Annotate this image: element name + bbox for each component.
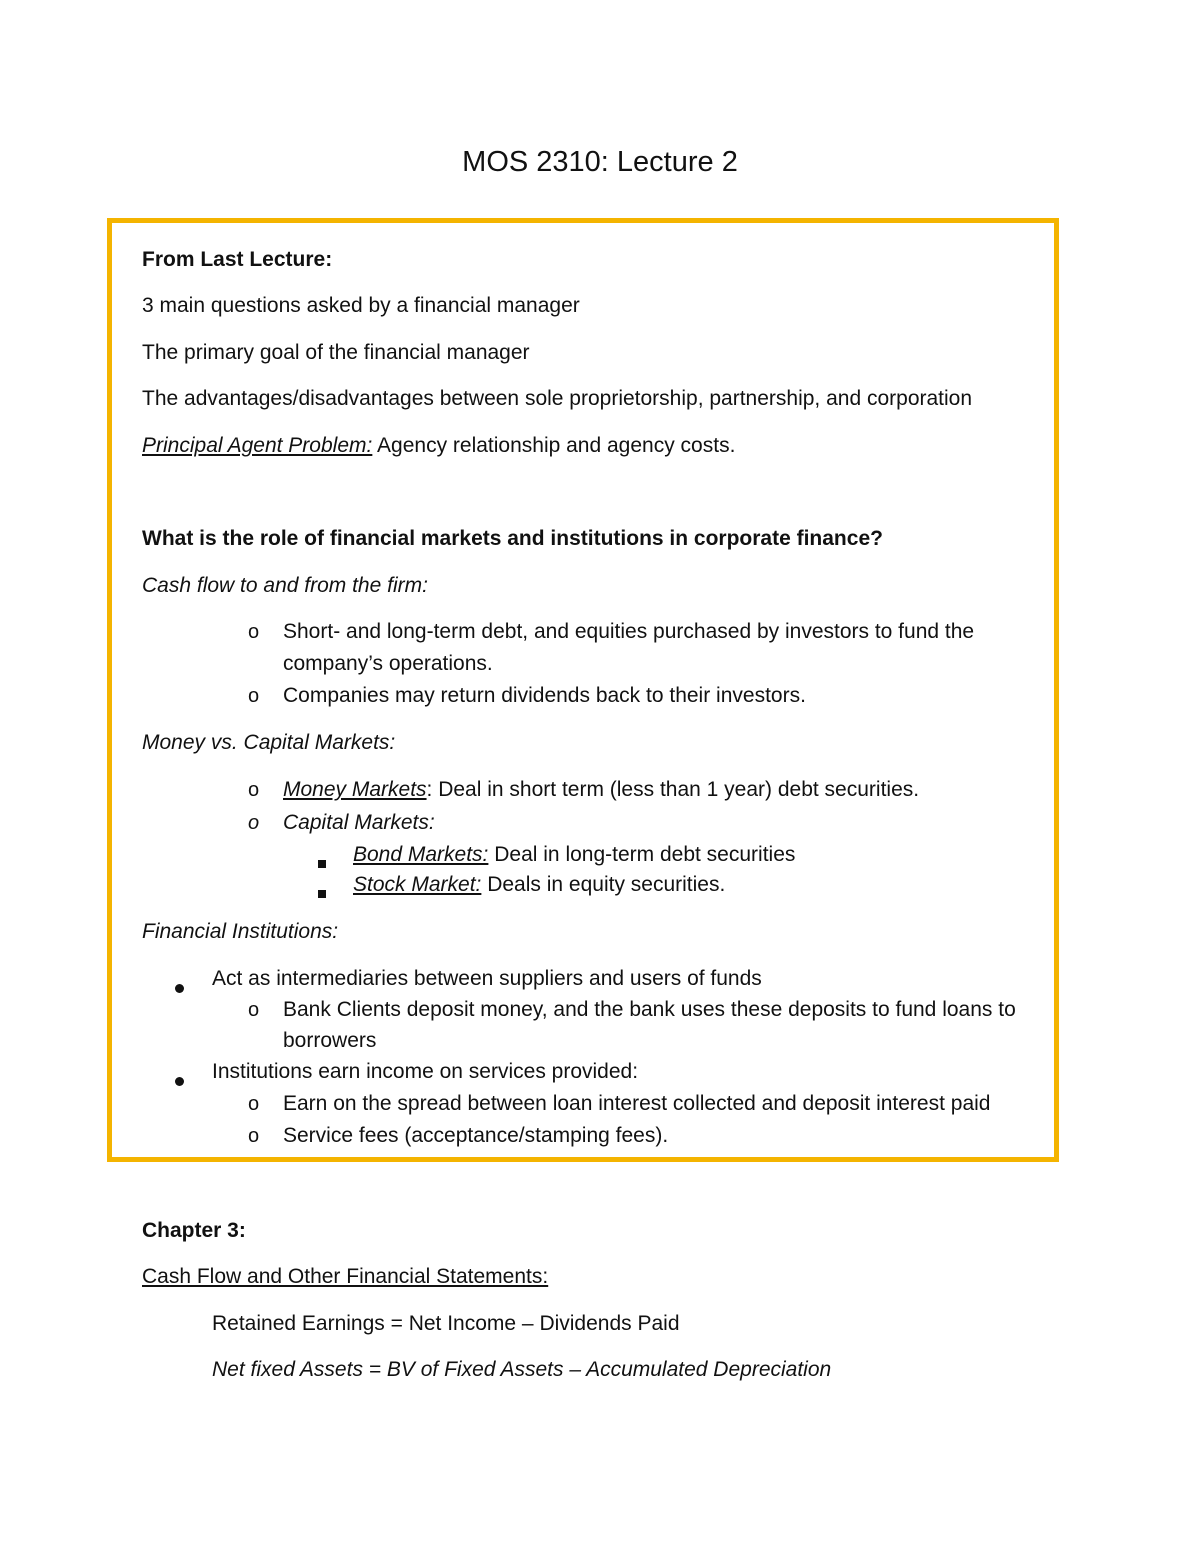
cash-flow-item: Short- and long-term debt, and equities purchased by investors to fund the <box>283 620 975 643</box>
cash-flow-heading: Cash flow to and from the firm: <box>142 574 428 597</box>
chapter-subheading: Cash Flow and Other Financial Statements: <box>142 1265 549 1288</box>
cash-flow-item: Companies may return dividends back to their investors. <box>283 684 806 707</box>
circle-bullet: o <box>248 1093 260 1115</box>
circle-bullet: o <box>248 999 260 1021</box>
stock-market-label: Stock Market: <box>353 873 482 896</box>
principal-agent-label: Principal Agent Problem: <box>142 434 373 457</box>
fin-inst-bullet: Act as intermediaries between suppliers and users of funds <box>212 967 762 990</box>
circle-bullet: o <box>248 621 260 643</box>
fin-inst-bullet: Institutions earn income on services provided: <box>212 1060 639 1083</box>
formula-net-fixed-assets: Net fixed Assets = BV of Fixed Assets – Accumulated Depreciation <box>212 1358 832 1381</box>
role-question: What is the role of financial markets and institutions in corporate finance? <box>142 527 883 550</box>
bullet-dot-icon <box>175 975 184 999</box>
stock-market-line <box>353 873 725 897</box>
recap-item: The advantages/disadvantages between sole proprietorship, partnership, and corporation <box>142 387 973 410</box>
square-bullet-icon <box>318 850 326 874</box>
fin-inst-sub-continued: borrowers <box>283 1029 377 1052</box>
money-markets-label: Money Markets <box>283 778 427 801</box>
capital-markets-label: Capital Markets: <box>283 811 435 834</box>
chapter-heading: Chapter 3: <box>142 1219 246 1242</box>
fin-inst-sub: Service fees (acceptance/stamping fees). <box>283 1124 669 1147</box>
principal-agent-line <box>142 434 735 458</box>
recap-item: 3 main questions asked by a financial manager <box>142 294 580 317</box>
fin-inst-sub: Earn on the spread between loan interest collected and deposit interest paid <box>283 1092 991 1115</box>
money-markets-text: : Deal in short term (less than 1 year) debt securities. <box>426 778 920 801</box>
from-last-lecture-heading: From Last Lecture: <box>142 248 333 271</box>
money-markets-line <box>283 778 919 802</box>
recap-item: The primary goal of the financial manager <box>142 341 530 364</box>
financial-institutions-heading: Financial Institutions: <box>142 920 339 943</box>
formula-retained-earnings: Retained Earnings = Net Income – Dividends Paid <box>212 1312 680 1335</box>
money-vs-capital-heading: Money vs. Capital Markets: <box>142 731 396 754</box>
circle-bullet: o <box>248 812 260 834</box>
stock-market-text: Deals in equity securities. <box>481 873 726 896</box>
principal-agent-text: Agency relationship and agency costs. <box>372 434 736 457</box>
fin-inst-sub: Bank Clients deposit money, and the bank uses these deposits to fund loans to <box>283 998 1016 1021</box>
page-title: MOS 2310: Lecture 2 <box>462 146 738 178</box>
square-bullet-icon <box>318 880 326 904</box>
circle-bullet: o <box>248 1125 260 1147</box>
bond-markets-label: Bond Markets: <box>353 843 489 866</box>
circle-bullet: o <box>248 779 260 801</box>
bullet-dot-icon <box>175 1068 184 1092</box>
bond-markets-line <box>353 843 795 867</box>
bond-markets-text: Deal in long-term debt securities <box>488 843 796 866</box>
cash-flow-item-continued: company’s operations. <box>283 652 493 675</box>
circle-bullet: o <box>248 685 260 707</box>
